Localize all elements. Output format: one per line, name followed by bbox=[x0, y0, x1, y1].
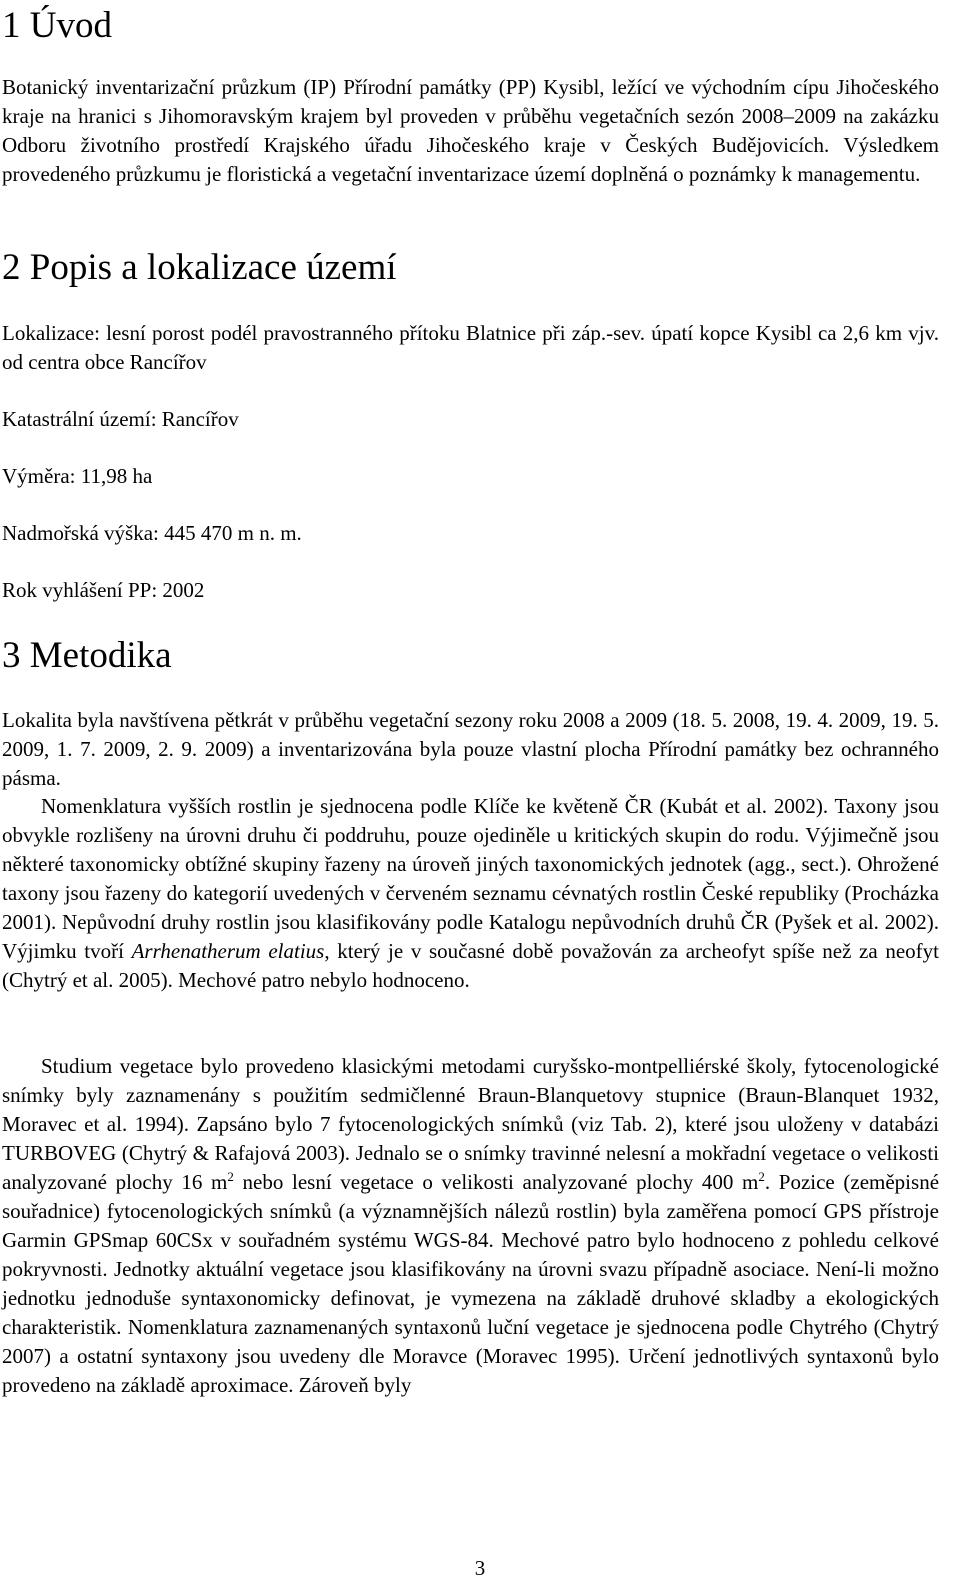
field-katastralni-uzemi: Katastrální území: Rancířov bbox=[2, 407, 239, 431]
species-name: Arrhenatherum elatius bbox=[131, 939, 325, 963]
paragraph-metodika-2-text-b: , který je v současné době považován za archeofyt spíše než za neofyt (Chytrý et al. 2005). Mechové patro nebylo hodnoceno. bbox=[2, 939, 939, 992]
paragraph-metodika-2-text-a: Nomenklatura vyšších rostlin je sjednocena podle Klíče ke květeně ČR (Kubát et al. 2002). Taxony jsou obvykle rozlišeny na úrovni druhu či poddruhu, pouze ojediněle u kritických skupin do rodu. Výjimečně jsou některé taxonomicky obtížné skupiny řazeny na úroveň jiných taxonomických jednotek (agg., sect.). Ohrožené taxony jsou řazeny do kategorií uvedených v červeném seznamu cévnatých rostlin České republiky (Procházka 2001). Nepůvodní druhy rostlin jsou klasifikovány podle Katalogu nepůvodních druhů ČR (Pyšek et al. 2002). Výjimku tvoří bbox=[2, 794, 939, 963]
heading-uvod: 1 Úvod bbox=[2, 5, 112, 46]
field-rok-vyhlaseni: Rok vyhlášení PP: 2002 bbox=[2, 578, 205, 602]
page-number: 3 bbox=[474, 1556, 486, 1580]
superscript-2: 2 bbox=[227, 1169, 234, 1184]
heading-metodika: 3 Metodika bbox=[2, 635, 172, 676]
paragraph-metodika-2 bbox=[2, 792, 939, 995]
field-nadmorska-vyska: Nadmořská výška: 445 470 m n. m. bbox=[2, 521, 302, 545]
paragraph-lokalizace: Lokalizace: lesní porost podél pravostranného přítoku Blatnice při záp.-sev. úpatí kopce Kysibl ca 2,6 km vjv. od centra obce Rancířov bbox=[2, 321, 939, 374]
paragraph-metodika-3-text-c: . Pozice (zeměpisné souřadnice) fytocenologických snímků (a významnějších nálezů rostlin) byla zaměřena pomocí GPS přístroje Garmin GPSmap 60CSx v souřadném systému WGS-84. Mechové patro bylo hodnoceno z pohledu celkové pokryvnosti. Jednotky aktuální vegetace jsou klasifikovány na úrovni svazu případně asociace. Není-li možno jednotku jednoduše syntaxonomicky definovat, je vymezena na základě druhové skladby a ekologických charakteristik. Nomenklatura zaznamenaných syntaxonů luční vegetace je sjednocena podle Chytrého (Chytrý 2007) a ostatní syntaxony jsou uvedeny dle Moravce (Moravec 1995). Určení jednotlivých syntaxonů bylo provedeno na základě aproximace. Zároveň byly bbox=[2, 1170, 940, 1397]
paragraph-uvod: Botanický inventarizační průzkum (IP) Přírodní památky (PP) Kysibl, ležící ve východním cípu Jihočeského kraje na hranici s Jihomoravským krajem byl proveden v průběhu vegetačních sezón 2008–2009 na zakázku Odboru životního prostředí Krajského úřadu Jihočeského kraje v Českých Budějovicích. Výsledkem provedeného průzkumu je floristická a vegetační inventarizace území doplněná o poznámky k managementu. bbox=[2, 75, 939, 186]
superscript-2: 2 bbox=[758, 1169, 765, 1184]
heading-popis: 2 Popis a lokalizace území bbox=[2, 247, 397, 288]
field-vymera: Výměra: 11,98 ha bbox=[2, 464, 153, 488]
paragraph-metodika-1: Lokalita byla navštívena pětkrát v průběhu vegetační sezony roku 2008 a 2009 (18. 5. 2008, 19. 4. 2009, 19. 5. 2009, 1. 7. 2009, 2. 9. 2009) a inventarizována byla pouze vlastní plocha Přírodní památky bez ochranného pásma. bbox=[2, 708, 939, 790]
paragraph-metodika-3-text-a: Studium vegetace bylo provedeno klasickými metodami curyšsko-montpelliérské školy, fytocenologické snímky byly zaznamenány s použitím sedmičlenné Braun-Blanquetovy stupnice (Braun-Blanquet 1932, Moravec et al. 1994). Zapsáno bylo 7 fytocenologických snímků (viz Tab. 2), které jsou uloženy v databázi TURBOVEG (Chytrý & Rafajová 2003). Jednalo se o snímky travinné nelesní a mokřadní vegetace o velikosti analyzované plochy 16 m bbox=[2, 1054, 939, 1194]
paragraph-metodika-3-text-b: nebo lesní vegetace o velikosti analyzované plochy 400 m bbox=[233, 1170, 759, 1194]
paragraph-metodika-3 bbox=[2, 1052, 939, 1400]
